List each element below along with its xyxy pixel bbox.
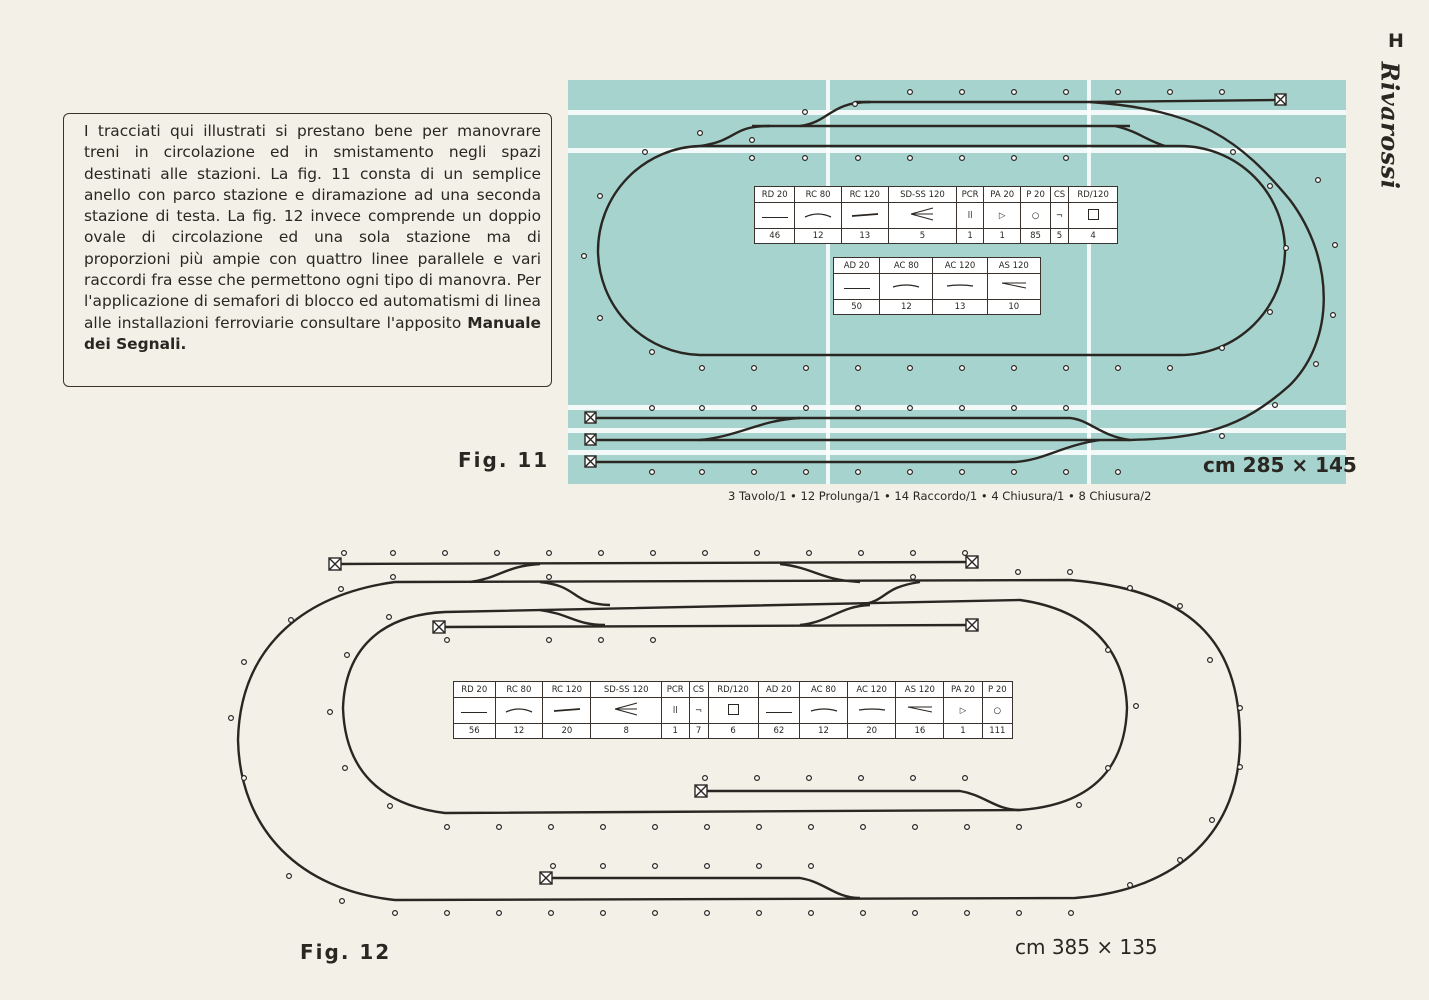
header-cell: AC 80 <box>880 258 933 274</box>
header-cell: AS 120 <box>987 258 1040 274</box>
buffer-stop-icon <box>1069 203 1118 229</box>
intro-bold-reference: Manuale dei Segnali. <box>84 313 541 353</box>
fig11-parts-table-2 <box>833 257 1041 315</box>
header-cell: AC 120 <box>933 258 987 274</box>
pier-icon: ▷ <box>944 698 982 724</box>
header-cell: CS <box>1050 187 1068 203</box>
quantity-cell: 13 <box>841 229 888 244</box>
pier-icon: ll <box>661 698 689 724</box>
curve-track-icon <box>495 698 543 724</box>
brand-name: Rivarossi <box>1375 61 1405 189</box>
quantity-cell: 5 <box>1050 229 1068 244</box>
turnout-icon <box>896 698 944 724</box>
quantity-cell: 12 <box>800 724 848 739</box>
pier-icon: ○ <box>982 698 1012 724</box>
buffer-stop-icon <box>708 698 758 724</box>
quantity-cell: 12 <box>495 724 543 739</box>
curve-track-icon <box>841 203 888 229</box>
straight-track-icon <box>834 274 880 300</box>
quantity-cell: 20 <box>543 724 591 739</box>
header-cell: RC 80 <box>495 682 543 698</box>
header-cell: RC 120 <box>543 682 591 698</box>
header-cell: SD-SS 120 <box>888 187 956 203</box>
fig12-dimensions: cm 385 × 135 <box>1015 935 1158 959</box>
straight-track-icon <box>454 698 496 724</box>
fig11-dimensions: cm 285 × 145 <box>1203 453 1357 477</box>
header-cell: AC 80 <box>800 682 848 698</box>
quantity-cell: 46 <box>755 229 795 244</box>
quantity-cell: 12 <box>795 229 841 244</box>
header-cell: CS <box>689 682 708 698</box>
header-cell: AD 20 <box>834 258 880 274</box>
header-cell: RD 20 <box>454 682 496 698</box>
quantity-cell: 56 <box>454 724 496 739</box>
header-cell: PCR <box>661 682 689 698</box>
curve-track-icon <box>795 203 841 229</box>
fig11-parts-table-1 <box>754 186 1118 244</box>
header-cell: AS 120 <box>896 682 944 698</box>
header-cell: RC 80 <box>795 187 841 203</box>
quantity-cell: 6 <box>708 724 758 739</box>
header-cell: P 20 <box>1021 187 1050 203</box>
header-cell: RD/120 <box>1069 187 1118 203</box>
turnout-icon <box>987 274 1040 300</box>
header-cell: RD/120 <box>708 682 758 698</box>
turnout-icon <box>591 698 661 724</box>
quantity-cell: 10 <box>987 300 1040 315</box>
pier-icon: ll <box>957 203 984 229</box>
quantity-cell: 85 <box>1021 229 1050 244</box>
quantity-cell: 1 <box>944 724 982 739</box>
quantity-cell: 1 <box>984 229 1021 244</box>
track-connector-icon: ¬ <box>689 698 708 724</box>
curve-track-icon <box>543 698 591 724</box>
header-cell: PA 20 <box>984 187 1021 203</box>
intro-text: I tracciati qui illustrati si prestano bene per manovrare treni in circolazione ed in smistamento negli spazi destinati alle stazioni. La fig. 11 consta di un semplice anello con parco stazione e diramazione ad una seconda stazione di testa. La fig. 12 invece comprende un doppio ovale di circolazione ed una sola stazione ma di proporzioni più ampie con quattro linee parallele e vari raccordi fra esse che permettono ogni tipo di manovra. Per l'applicazione di semafori di blocco ed automatismi di linea alle installazioni ferroviarie consultare l'apposito <box>84 122 541 332</box>
curve-track-icon <box>847 698 896 724</box>
fig12-parts-table <box>453 681 1013 739</box>
curve-track-icon <box>880 274 933 300</box>
quantity-cell: 1 <box>661 724 689 739</box>
quantity-cell: 8 <box>591 724 661 739</box>
header-cell: AD 20 <box>758 682 800 698</box>
quantity-cell: 62 <box>758 724 800 739</box>
header-cell: RD 20 <box>755 187 795 203</box>
fig11-caption: Fig. 11 <box>458 448 550 472</box>
curve-track-icon <box>800 698 848 724</box>
header-cell: PCR <box>957 187 984 203</box>
fig12-caption: Fig. 12 <box>300 940 392 964</box>
quantity-cell: 12 <box>880 300 933 315</box>
quantity-cell: 7 <box>689 724 708 739</box>
quantity-cell: 5 <box>888 229 956 244</box>
pier-icon: ▷ <box>984 203 1021 229</box>
header-cell: PA 20 <box>944 682 982 698</box>
quantity-cell: 50 <box>834 300 880 315</box>
quantity-cell: 13 <box>933 300 987 315</box>
header-cell: RC 120 <box>841 187 888 203</box>
quantity-cell: 111 <box>982 724 1012 739</box>
header-cell: AC 120 <box>847 682 896 698</box>
turnout-icon <box>888 203 956 229</box>
straight-track-icon <box>758 698 800 724</box>
quantity-cell: 16 <box>896 724 944 739</box>
header-cell: SD-SS 120 <box>591 682 661 698</box>
straight-track-icon <box>755 203 795 229</box>
quantity-cell: 4 <box>1069 229 1118 244</box>
curve-track-icon <box>933 274 987 300</box>
pier-icon: ○ <box>1021 203 1050 229</box>
page-letter: H <box>1388 30 1404 52</box>
fig11-pieces-list: 3 Tavolo/1 • 12 Prolunga/1 • 14 Raccordo/1 • 4 Chiusura/1 • 8 Chiusura/2 <box>728 489 1152 503</box>
quantity-cell: 1 <box>957 229 984 244</box>
track-connector-icon: ¬ <box>1050 203 1068 229</box>
header-cell: P 20 <box>982 682 1012 698</box>
quantity-cell: 20 <box>847 724 896 739</box>
